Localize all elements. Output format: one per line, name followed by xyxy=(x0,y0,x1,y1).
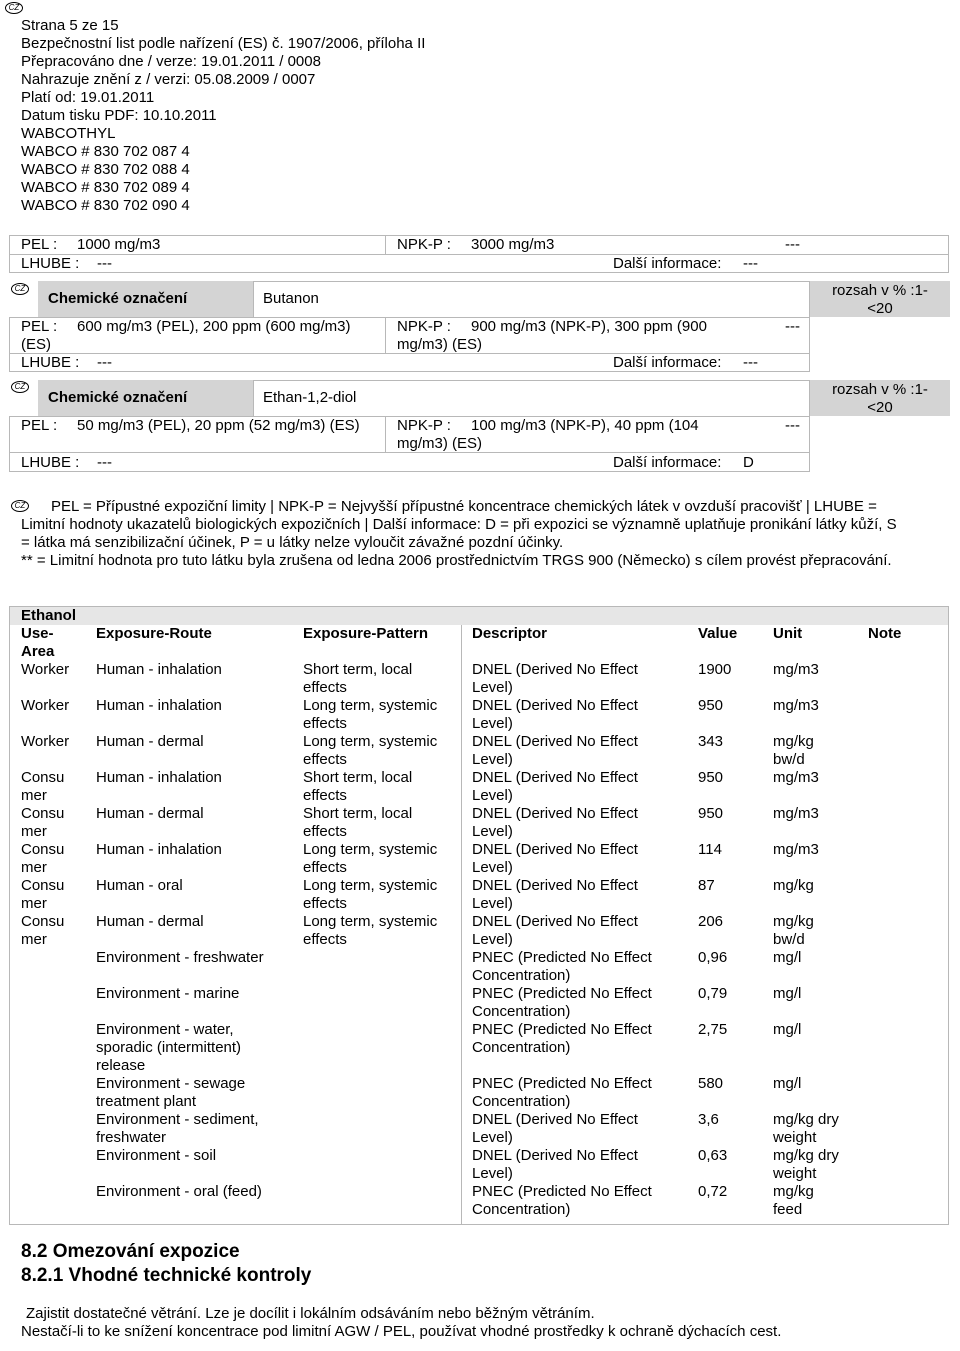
section-heading: 8.2 Omezování expozice xyxy=(21,1241,240,1262)
exposure-pattern-cell xyxy=(292,1075,461,1111)
chem-label: Chemické označení xyxy=(48,290,188,307)
lhube-label: LHUBE : xyxy=(21,454,80,471)
range-line: <20 xyxy=(867,399,893,416)
country-badge-icon: CZ xyxy=(11,500,29,512)
descriptor-cell: DNEL (Derived No Effect Level) xyxy=(472,1111,638,1146)
npk-value: 900 mg/m3 (NPK-P), 300 ppm (900 xyxy=(471,318,707,335)
table-row xyxy=(10,1075,950,1111)
exposure-table xyxy=(9,606,949,1225)
exposure-pattern-cell: Short term, local effects xyxy=(303,805,413,840)
exposure-route-cell: Human - dermal xyxy=(96,733,204,750)
use-area-cell: Consu mer xyxy=(21,805,65,840)
unit-cell: mg/kg dry weight xyxy=(773,1147,839,1182)
range-line: <20 xyxy=(867,300,893,317)
note-cell xyxy=(857,1147,950,1183)
exposure-route-cell: Human - inhalation xyxy=(96,697,222,714)
info-value: --- xyxy=(743,255,758,272)
page-number: Strana 5 ze 15 xyxy=(21,17,119,34)
legend-line: PEL = Přípustné expoziční limity | NPK-P = Nejvyšší přípustné koncentrace chemických látek v ovzduší pracovišť | LHUBE = xyxy=(51,498,877,515)
use-area-cell: Worker xyxy=(21,661,70,678)
exposure-pattern-cell: Long term, systemic effects xyxy=(303,841,438,876)
descriptor-cell: DNEL (Derived No Effect Level) xyxy=(472,1147,638,1182)
unit-cell: mg/l xyxy=(773,949,802,966)
table-row xyxy=(10,805,950,841)
table-row xyxy=(10,949,950,985)
pel-label: PEL : xyxy=(21,417,58,434)
use-area-cell xyxy=(10,1147,85,1183)
value-cell: 114 xyxy=(698,841,722,858)
dash-value: --- xyxy=(785,236,800,253)
value-cell: 2,75 xyxy=(698,1021,728,1038)
descriptor-cell: DNEL (Derived No Effect Level) xyxy=(472,841,638,876)
exposure-pattern-cell xyxy=(292,1111,461,1147)
table-row xyxy=(10,1147,950,1183)
lhube-value: --- xyxy=(97,255,112,272)
note-cell xyxy=(857,769,950,805)
descriptor-cell: PNEC (Predicted No Effect Concentration) xyxy=(472,985,652,1020)
note-cell xyxy=(857,985,950,1021)
pel-value: 50 mg/m3 (PEL), 20 ppm (52 mg/m3) (ES) xyxy=(77,417,360,434)
npk-label: NPK-P : xyxy=(397,318,451,335)
wabco-number: WABCO # 830 702 087 4 xyxy=(21,143,190,160)
revision-line: Přepracováno dne / verze: 19.01.2011 / 0008 xyxy=(21,53,321,70)
unit-cell: mg/m3 xyxy=(773,697,819,714)
value-cell: 0,72 xyxy=(698,1183,728,1200)
table-row xyxy=(10,661,950,697)
exposure-route-cell: Environment - soil xyxy=(96,1147,217,1164)
info-label: Další informace: xyxy=(613,454,722,471)
unit-cell: mg/kg bw/d xyxy=(773,913,814,948)
note-cell xyxy=(857,877,950,913)
country-badge-icon: CZ xyxy=(5,2,23,14)
value-cell: 0,63 xyxy=(698,1147,728,1164)
use-area-header-cell: Use- Area xyxy=(21,625,55,660)
npk-value: 100 mg/m3 (NPK-P), 40 ppm (104 xyxy=(471,417,699,434)
use-area-cell xyxy=(10,1183,85,1219)
value-cell: 206 xyxy=(698,913,724,930)
note-cell xyxy=(857,1111,950,1147)
descriptor-cell: DNEL (Derived No Effect Level) xyxy=(472,913,638,948)
exposure-pattern-cell xyxy=(292,949,461,985)
footer-text: Zajistit dostatečné větrání. Lze je docílit i lokálním odsáváním nebo běžným větráním. xyxy=(26,1305,595,1322)
unit-cell: mg/kg bw/d xyxy=(773,733,814,768)
exposure-route-cell: Environment - oral (feed) xyxy=(96,1183,262,1200)
value-header-cell: Value xyxy=(698,625,738,642)
note-cell xyxy=(857,949,950,985)
descriptor-cell: DNEL (Derived No Effect Level) xyxy=(472,733,638,768)
npk-label: NPK-P : xyxy=(397,236,451,253)
wabco-number: WABCO # 830 702 089 4 xyxy=(21,179,190,196)
descriptor-cell: DNEL (Derived No Effect Level) xyxy=(472,661,638,696)
pel-value: 600 mg/m3 (PEL), 200 ppm (600 mg/m3) xyxy=(77,318,351,335)
use-area-cell xyxy=(10,1075,85,1111)
unit-cell: mg/m3 xyxy=(773,661,819,678)
unit-cell: mg/m3 xyxy=(773,769,819,786)
descriptor-cell: DNEL (Derived No Effect Level) xyxy=(472,769,638,804)
use-area-cell: Consu mer xyxy=(21,913,65,948)
legend-line: Limitní hodnoty ukazatelů biologických expozičních | Další informace: D = při expozici se významně uplatňuje pronikání látky kůží, S xyxy=(21,516,897,533)
exposure-route-cell: Human - dermal xyxy=(96,913,204,930)
valid-from-line: Platí od: 19.01.2011 xyxy=(21,89,155,106)
info-label: Další informace: xyxy=(613,354,722,371)
unit-cell: mg/l xyxy=(773,1021,802,1038)
note-cell xyxy=(857,733,950,769)
substance-name: Ethanol xyxy=(21,607,76,624)
lhube-value: --- xyxy=(97,354,112,371)
dash-value: --- xyxy=(785,417,800,434)
unit-cell: mg/kg feed xyxy=(773,1183,814,1218)
descriptor-cell: DNEL (Derived No Effect Level) xyxy=(472,805,638,840)
exposure-route-cell: Human - inhalation xyxy=(96,769,222,786)
exposure-route-header-cell: Exposure-Route xyxy=(96,625,212,642)
value-cell: 343 xyxy=(698,733,724,750)
exposure-pattern-cell xyxy=(292,1021,461,1075)
regulation-line: Bezpečnostní list podle nařízení (ES) č. 1907/2006, příloha II xyxy=(21,35,426,52)
use-area-cell: Consu mer xyxy=(21,877,65,912)
table-row xyxy=(10,1021,950,1075)
subsection-heading: 8.2.1 Vhodné technické kontroly xyxy=(21,1265,312,1286)
use-area-cell: Worker xyxy=(21,697,70,714)
descriptor-cell: PNEC (Predicted No Effect Concentration) xyxy=(472,949,652,984)
descriptor-cell: PNEC (Predicted No Effect Concentration) xyxy=(472,1021,652,1056)
replaces-line: Nahrazuje znění z / verzi: 05.08.2009 / 0007 xyxy=(21,71,316,88)
table-row xyxy=(10,697,950,733)
legend-line: = látka má senzibilizační účinek, P = u látky nelze vyloučit závažné pozdní účinky. xyxy=(21,534,564,551)
unit-cell: mg/kg xyxy=(773,877,814,894)
exposure-route-cell: Human - inhalation xyxy=(96,841,222,858)
descriptor-cell: DNEL (Derived No Effect Level) xyxy=(472,697,638,732)
document-header xyxy=(21,17,425,215)
pel-label: PEL : xyxy=(21,236,58,253)
exposure-route-cell: Environment - water, sporadic (intermittent) release xyxy=(96,1021,242,1074)
note-cell xyxy=(857,1075,950,1111)
chem-value: Ethan-1,2-diol xyxy=(263,389,357,406)
table-row xyxy=(10,985,950,1021)
chem-value: Butanon xyxy=(263,290,319,307)
exposure-route-cell: Environment - sediment, freshwater xyxy=(96,1111,259,1146)
table-row xyxy=(10,877,950,913)
country-badge-icon: CZ xyxy=(11,381,29,393)
note-cell xyxy=(857,661,950,697)
country-badge-icon: CZ xyxy=(11,283,29,295)
footer-text: Nestačí-li to ke snížení koncentrace pod limitní AGW / PEL, používat vhodné prostředky k ochraně dýchacích cest. xyxy=(21,1323,782,1340)
value-cell: 950 xyxy=(698,697,724,714)
info-value: --- xyxy=(743,354,758,371)
exposure-pattern-cell: Long term, systemic effects xyxy=(303,697,438,732)
lhube-value: --- xyxy=(97,454,112,471)
npk-value: mg/m3) (ES) xyxy=(397,336,483,353)
table-row xyxy=(10,913,950,949)
exposure-pattern-cell: Short term, local effects xyxy=(303,769,413,804)
note-cell xyxy=(857,1021,950,1075)
exposure-route-cell: Human - dermal xyxy=(96,805,204,822)
exposure-pattern-cell: Long term, systemic effects xyxy=(303,733,438,768)
table-row xyxy=(10,733,950,769)
pel-label: PEL : xyxy=(21,318,58,335)
descriptor-cell: DNEL (Derived No Effect Level) xyxy=(472,877,638,912)
value-cell: 1900 xyxy=(698,661,732,678)
info-label: Další informace: xyxy=(613,255,722,272)
chem-label: Chemické označení xyxy=(48,389,188,406)
descriptor-cell: PNEC (Predicted No Effect Concentration) xyxy=(472,1183,652,1218)
use-area-cell xyxy=(10,985,85,1021)
unit-cell: mg/l xyxy=(773,1075,802,1092)
exposure-route-cell: Environment - marine xyxy=(96,985,240,1002)
use-area-cell: Consu mer xyxy=(21,769,65,804)
abbreviation-legend xyxy=(21,498,941,570)
npk-label: NPK-P : xyxy=(397,417,451,434)
note-cell xyxy=(857,1183,950,1219)
note-cell xyxy=(857,913,950,949)
unit-cell: mg/m3 xyxy=(773,805,819,822)
use-area-cell: Worker xyxy=(21,733,70,750)
exposure-pattern-cell xyxy=(292,1147,461,1183)
product-name: WABCOTHYL xyxy=(21,125,116,142)
use-area-cell: Consu mer xyxy=(21,841,65,876)
wabco-number: WABCO # 830 702 088 4 xyxy=(21,161,190,178)
pel-value: 1000 mg/m3 xyxy=(77,236,161,253)
npk-value: mg/m3) (ES) xyxy=(397,435,483,452)
unit-cell: mg/m3 xyxy=(773,841,819,858)
note-header-cell: Note xyxy=(868,625,902,642)
exposure-route-cell: Environment - sewage treatment plant xyxy=(96,1075,246,1110)
value-cell: 950 xyxy=(698,805,724,822)
unit-cell: mg/kg dry weight xyxy=(773,1111,839,1146)
unit-cell: mg/l xyxy=(773,985,802,1002)
value-cell: 950 xyxy=(698,769,724,786)
table-row xyxy=(10,841,950,877)
print-date-line: Datum tisku PDF: 10.10.2011 xyxy=(21,107,217,124)
info-value: D xyxy=(743,454,754,471)
note-cell xyxy=(857,697,950,733)
value-cell: 0,96 xyxy=(698,949,728,966)
exposure-pattern-cell: Long term, systemic effects xyxy=(303,877,438,912)
value-cell: 0,79 xyxy=(698,985,728,1002)
exposure-route-cell: Human - oral xyxy=(96,877,183,894)
exposure-pattern-cell: Short term, local effects xyxy=(303,661,413,696)
table-row xyxy=(10,1111,950,1147)
descriptor-header-cell: Descriptor xyxy=(472,625,548,642)
exposure-route-cell: Environment - freshwater xyxy=(96,949,264,966)
table-row xyxy=(10,1183,950,1219)
exposure-pattern-cell xyxy=(292,1183,461,1219)
lhube-label: LHUBE : xyxy=(21,354,80,371)
range-line: rozsah v % :1- xyxy=(832,282,928,299)
use-area-cell xyxy=(10,1021,85,1075)
exposure-pattern-header-cell: Exposure-Pattern xyxy=(303,625,429,642)
unit-header-cell: Unit xyxy=(773,625,803,642)
note-cell xyxy=(857,841,950,877)
exposure-route-cell: Human - inhalation xyxy=(96,661,222,678)
note-cell xyxy=(857,805,950,841)
wabco-number: WABCO # 830 702 090 4 xyxy=(21,197,190,214)
value-cell: 3,6 xyxy=(698,1111,719,1128)
pel-value: (ES) xyxy=(21,336,51,353)
table-header-row xyxy=(10,625,950,661)
legend-line: ** = Limitní hodnota pro tuto látku byla zrušena od ledna 2006 prostřednictvím TRGS 900 (Německo) s cílem provést přepracování. xyxy=(21,552,892,569)
descriptor-cell: PNEC (Predicted No Effect Concentration) xyxy=(472,1075,652,1110)
range-line: rozsah v % :1- xyxy=(832,381,928,398)
use-area-cell xyxy=(10,1111,85,1147)
lhube-label: LHUBE : xyxy=(21,255,80,272)
use-area-cell xyxy=(10,949,85,985)
table-row xyxy=(10,769,950,805)
value-cell: 87 xyxy=(698,877,715,894)
dash-value: --- xyxy=(785,318,800,335)
exposure-pattern-cell: Long term, systemic effects xyxy=(303,913,438,948)
exposure-pattern-cell xyxy=(292,985,461,1021)
npk-value: 3000 mg/m3 xyxy=(471,236,555,253)
value-cell: 580 xyxy=(698,1075,724,1092)
